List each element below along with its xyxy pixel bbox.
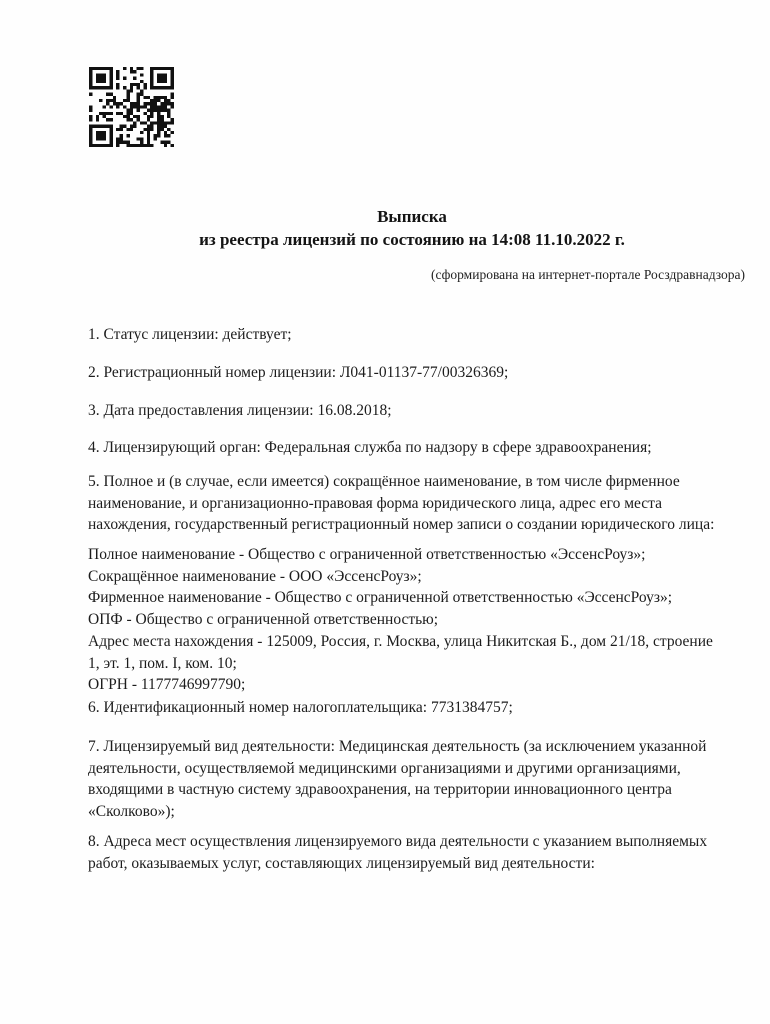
detail-ogrn: ОГРН - 1177746997790; <box>88 676 246 694</box>
document-title <box>88 205 736 251</box>
paragraph-activity-addresses-intro: 8. Адреса мест осуществления лицензируемого вида деятельности с указанием выполняемых работ, оказываемых услуг, составляющих лицензируемый вид деятельности: <box>88 833 708 872</box>
detail-address: Адрес места нахождения - 125009, Россия, г. Москва, улица Никитская Б., дом 21/18, строение 1, эт. 1, пом. I, ком. 10; <box>88 632 713 672</box>
detail-full-name: Полное наименование - Общество с ограниченной ответственностью «ЭссенсРоуз»; <box>88 546 646 563</box>
paragraph-registration-number: 2. Регистрационный номер лицензии: Л041-01137-77/00326369; <box>88 364 509 381</box>
paragraph-licensed-activity: 7. Лицензируемый вид деятельности: Медицинская деятельность (за исключением указанной деятельности, осуществляемой медицинскими организациями и другими организациями, входящими в частную систему здравоохранения, на территории инновационного центра «Сколково»); <box>88 738 707 821</box>
paragraph-license-status: 1. Статус лицензии: действует; <box>88 326 292 343</box>
paragraph-entity-naming-intro: 5. Полное и (в случае, если имеется) сокращённое наименование, в том числе фирменное наименование, и организационно-правовая форма юридического лица, адрес его места нахождения, государственный регистрационный номер записи о создании юридического лица: <box>88 473 715 534</box>
detail-legal-form: ОПФ - Общество с ограниченной ответственностью; <box>88 611 439 629</box>
paragraph-licensing-authority: 4. Лицензирующий орган: Федеральная служба по надзору в сфере здравоохранения; <box>88 439 652 456</box>
document-subtitle: (сформирована на интернет-портале Росздравнадзора) <box>430 267 745 282</box>
paragraph-grant-date: 3. Дата предоставления лицензии: 16.08.2018; <box>88 402 392 419</box>
qr-code <box>89 67 174 147</box>
detail-short-name: Сокращённое наименование - ООО «ЭссенсРоуз»; <box>88 567 422 585</box>
detail-brand-name: Фирменное наименование - Общество с ограниченной ответственностью «ЭссенсРоуз»; <box>88 589 673 607</box>
document-title-line1: Выписка <box>377 207 447 226</box>
paragraph-taxpayer-id: 6. Идентификационный номер налогоплательщика: 7731384757; <box>88 699 513 716</box>
qr-code-image <box>89 67 174 147</box>
entity-details-block <box>88 544 726 696</box>
document-title-line2: из реестра лицензий по состоянию на 14:08 11.10.2022 г. <box>199 230 625 249</box>
